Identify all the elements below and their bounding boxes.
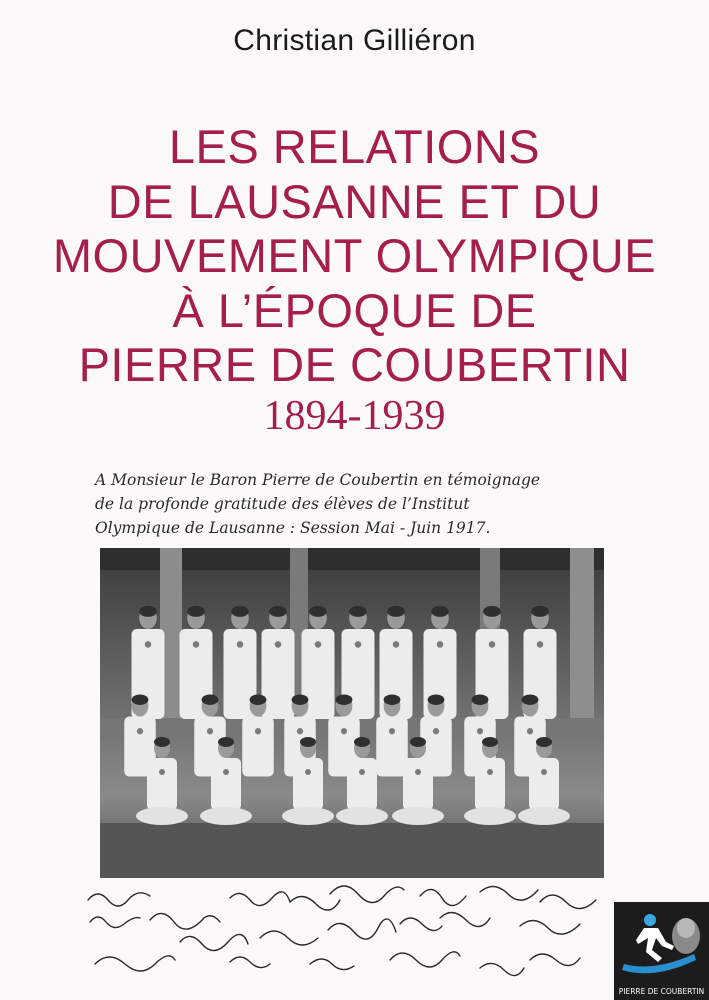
runner-icon (614, 902, 709, 982)
title-line: PIERRE DE COUBERTIN (78, 338, 631, 391)
year-range: 1894-1939 (263, 393, 446, 439)
title-line: À L’ÉPOQUE DE (172, 283, 537, 337)
handwritten-dedication (95, 468, 615, 540)
title-line: MOUVEMENT OLYMPIQUE (52, 229, 657, 282)
dedication-line: A Monsieur le Baron Pierre de Coubertin en témoignage (95, 471, 541, 489)
group-photo-illustration (100, 548, 604, 878)
signatures-area (80, 880, 610, 995)
title-line: DE LAUSANNE ET DU (107, 174, 602, 228)
group-photograph (100, 548, 604, 878)
logo-caption: PIERRE DE COUBERTIN (618, 987, 705, 996)
pierre-de-coubertin-logo (614, 902, 709, 1000)
book-title (0, 120, 709, 393)
dedication-line: de la profonde gratitude des élèves de l’Institut (95, 495, 470, 513)
author-name: Christian Gilliéron (233, 24, 476, 57)
handwritten-signatures (80, 880, 610, 995)
title-line: LES RELATIONS (168, 120, 541, 173)
dedication-line: Olympique de Lausanne : Session Mai - Juin 1917. (95, 519, 491, 537)
